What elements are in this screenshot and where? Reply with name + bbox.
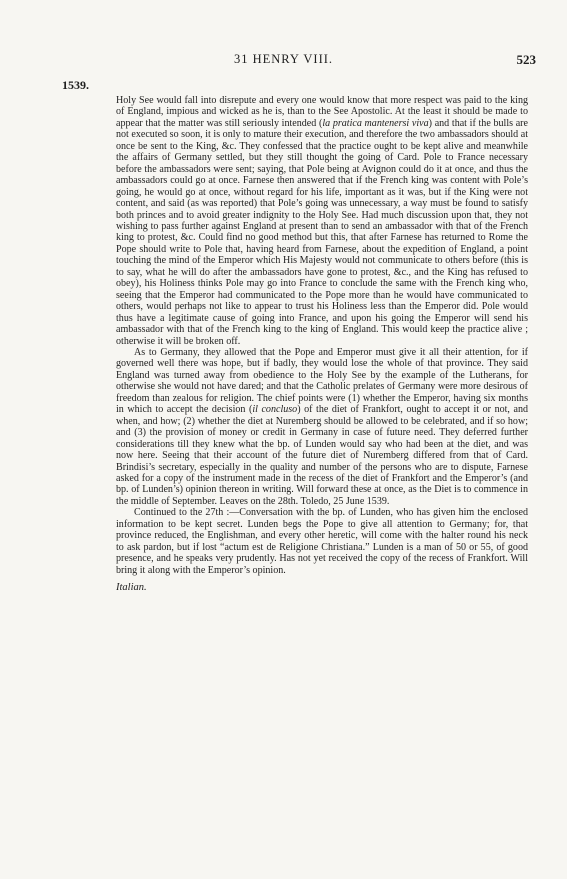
year-margin-note: 1539.	[62, 78, 89, 92]
library-stamp-watermark	[14, 300, 42, 760]
text-run: ) of the diet of Frankfort, ought to accept it or not, and when, and how; (2) whether the diet at Nuremberg should be allowed to be celebrated, and if so how; and (3) the provision of money or credit in Germany in case of future need. They deferred further considerations till they knew what the bp. of Lunden would say who had been at the diet, and was now here. Seeing that their account of the future diet of Nuremberg differed from that of Card. Brindisi’s secretary, especially in the quality and number of the persons who are to dispute, Farnese asked for a copy of the instrument made in the recess of the diet of Frankfort and the Emperor’s (and bp. of Lunden’s) opinion thereon in writing. Will forward these at once, as the Diet is to commence in the middle of September. Leaves on the 28th. Toledo, 25 June 1539.	[116, 404, 529, 507]
paragraph	[116, 95, 528, 347]
language-note: Italian.	[116, 582, 147, 594]
italic-phrase: il concluso	[252, 404, 298, 416]
paragraph	[116, 507, 528, 576]
running-header	[0, 52, 567, 72]
calendar-entry-text	[116, 95, 528, 593]
text-run: ) and that if the bulls are not executed so soon, it is only to mature their execution, and therefore the two ambassadors should at once be sent to the King, &c. They confessed that the practice ought to be kept alive and meanwhile the affairs of Germany settled, but they still thought the going of Card. Pole to France necessary before the ambassadors were sent; saying, that Pole being at Avignon could do it at once, and thus the ambassadors could go at once. Farnese then answered that if the French king was content with Pole’s going, he would go at once, without regard for his life, important as it was, but if the King were not content, and said (as was reported) that Pole’s going was unnecessary, a way must be found to satisfy both princes and to avoid greater indignity to the Holy See. Had much discussion upon that, they not wishing to pass further against England at present than to send an ambassador with that of the French king to protest, &c. Could find no good method but this, that after Farnese has returned to Rome the Pope should write to Pole that, having heard from Farnese, about the expedition of England, a point touching the mind of the Emperor which His Majesty would not communicate to others before (this is to say, what he will do after the ambassadors have gone to protest, &c., and the King has refused to obey), his Holiness thinks Pole may go into France to conclude the same with the French king who, seeing that the Emperor had communicated to the Pope more than he would have communicated to others, would perhaps not like to appear to trust his Holiness less than the Emperor did. Pole would thus have a legitimate cause of going into France, and upon his going the Emperor will send his ambassador with that of the French king to the king of England. This would keep the practice alive ; otherwise it will be broken off.	[116, 117, 528, 347]
paragraph-list	[116, 95, 528, 576]
italic-phrase: la pratica mantenersi viva	[322, 117, 429, 129]
text-run: Continued to the 27th :—Conversation with the bp. of Lunden, who has given him the enclosed information to be kept secret. Lunden begs the Pope to give all attention to Germany; for, that province reduced, the Englishman, and every other heretic, will come with the halter round his neck to ask pardon, but if lost “actum est de Religione Christiana.” Lunden is a man of 50 or 55, of good presence, and he speaks very prudently. Has not yet received the copy of the recess of Frankfort. Will bring it along with the Emperor’s opinion.	[116, 507, 528, 576]
running-title: 31 HENRY VIII.	[233, 52, 334, 66]
text-run: As to Germany, they allowed that the Pope and Emperor must give it all their attention, for if governed well there was hope, but if badly, they would lose the whole of that province. They said England was turned away from obedience to the Holy See by the example of the Lutherans, for otherwise she would not have dared; and that the Catholic prelates of Germany were more desirous of freedom than zealous for religion. The chief points were (1) whether the Emperor, having six months in which to accept the decision (	[116, 346, 528, 416]
paragraph	[116, 347, 528, 507]
text-run: Holy See would fall into disrepute and every one would know that more respect was paid to the king of England, impious and wicked as he is, than to the See Apostolic. At the least it should be made to appear that the matter was still seriously intended (	[116, 95, 528, 129]
page-number: 523	[516, 52, 536, 67]
